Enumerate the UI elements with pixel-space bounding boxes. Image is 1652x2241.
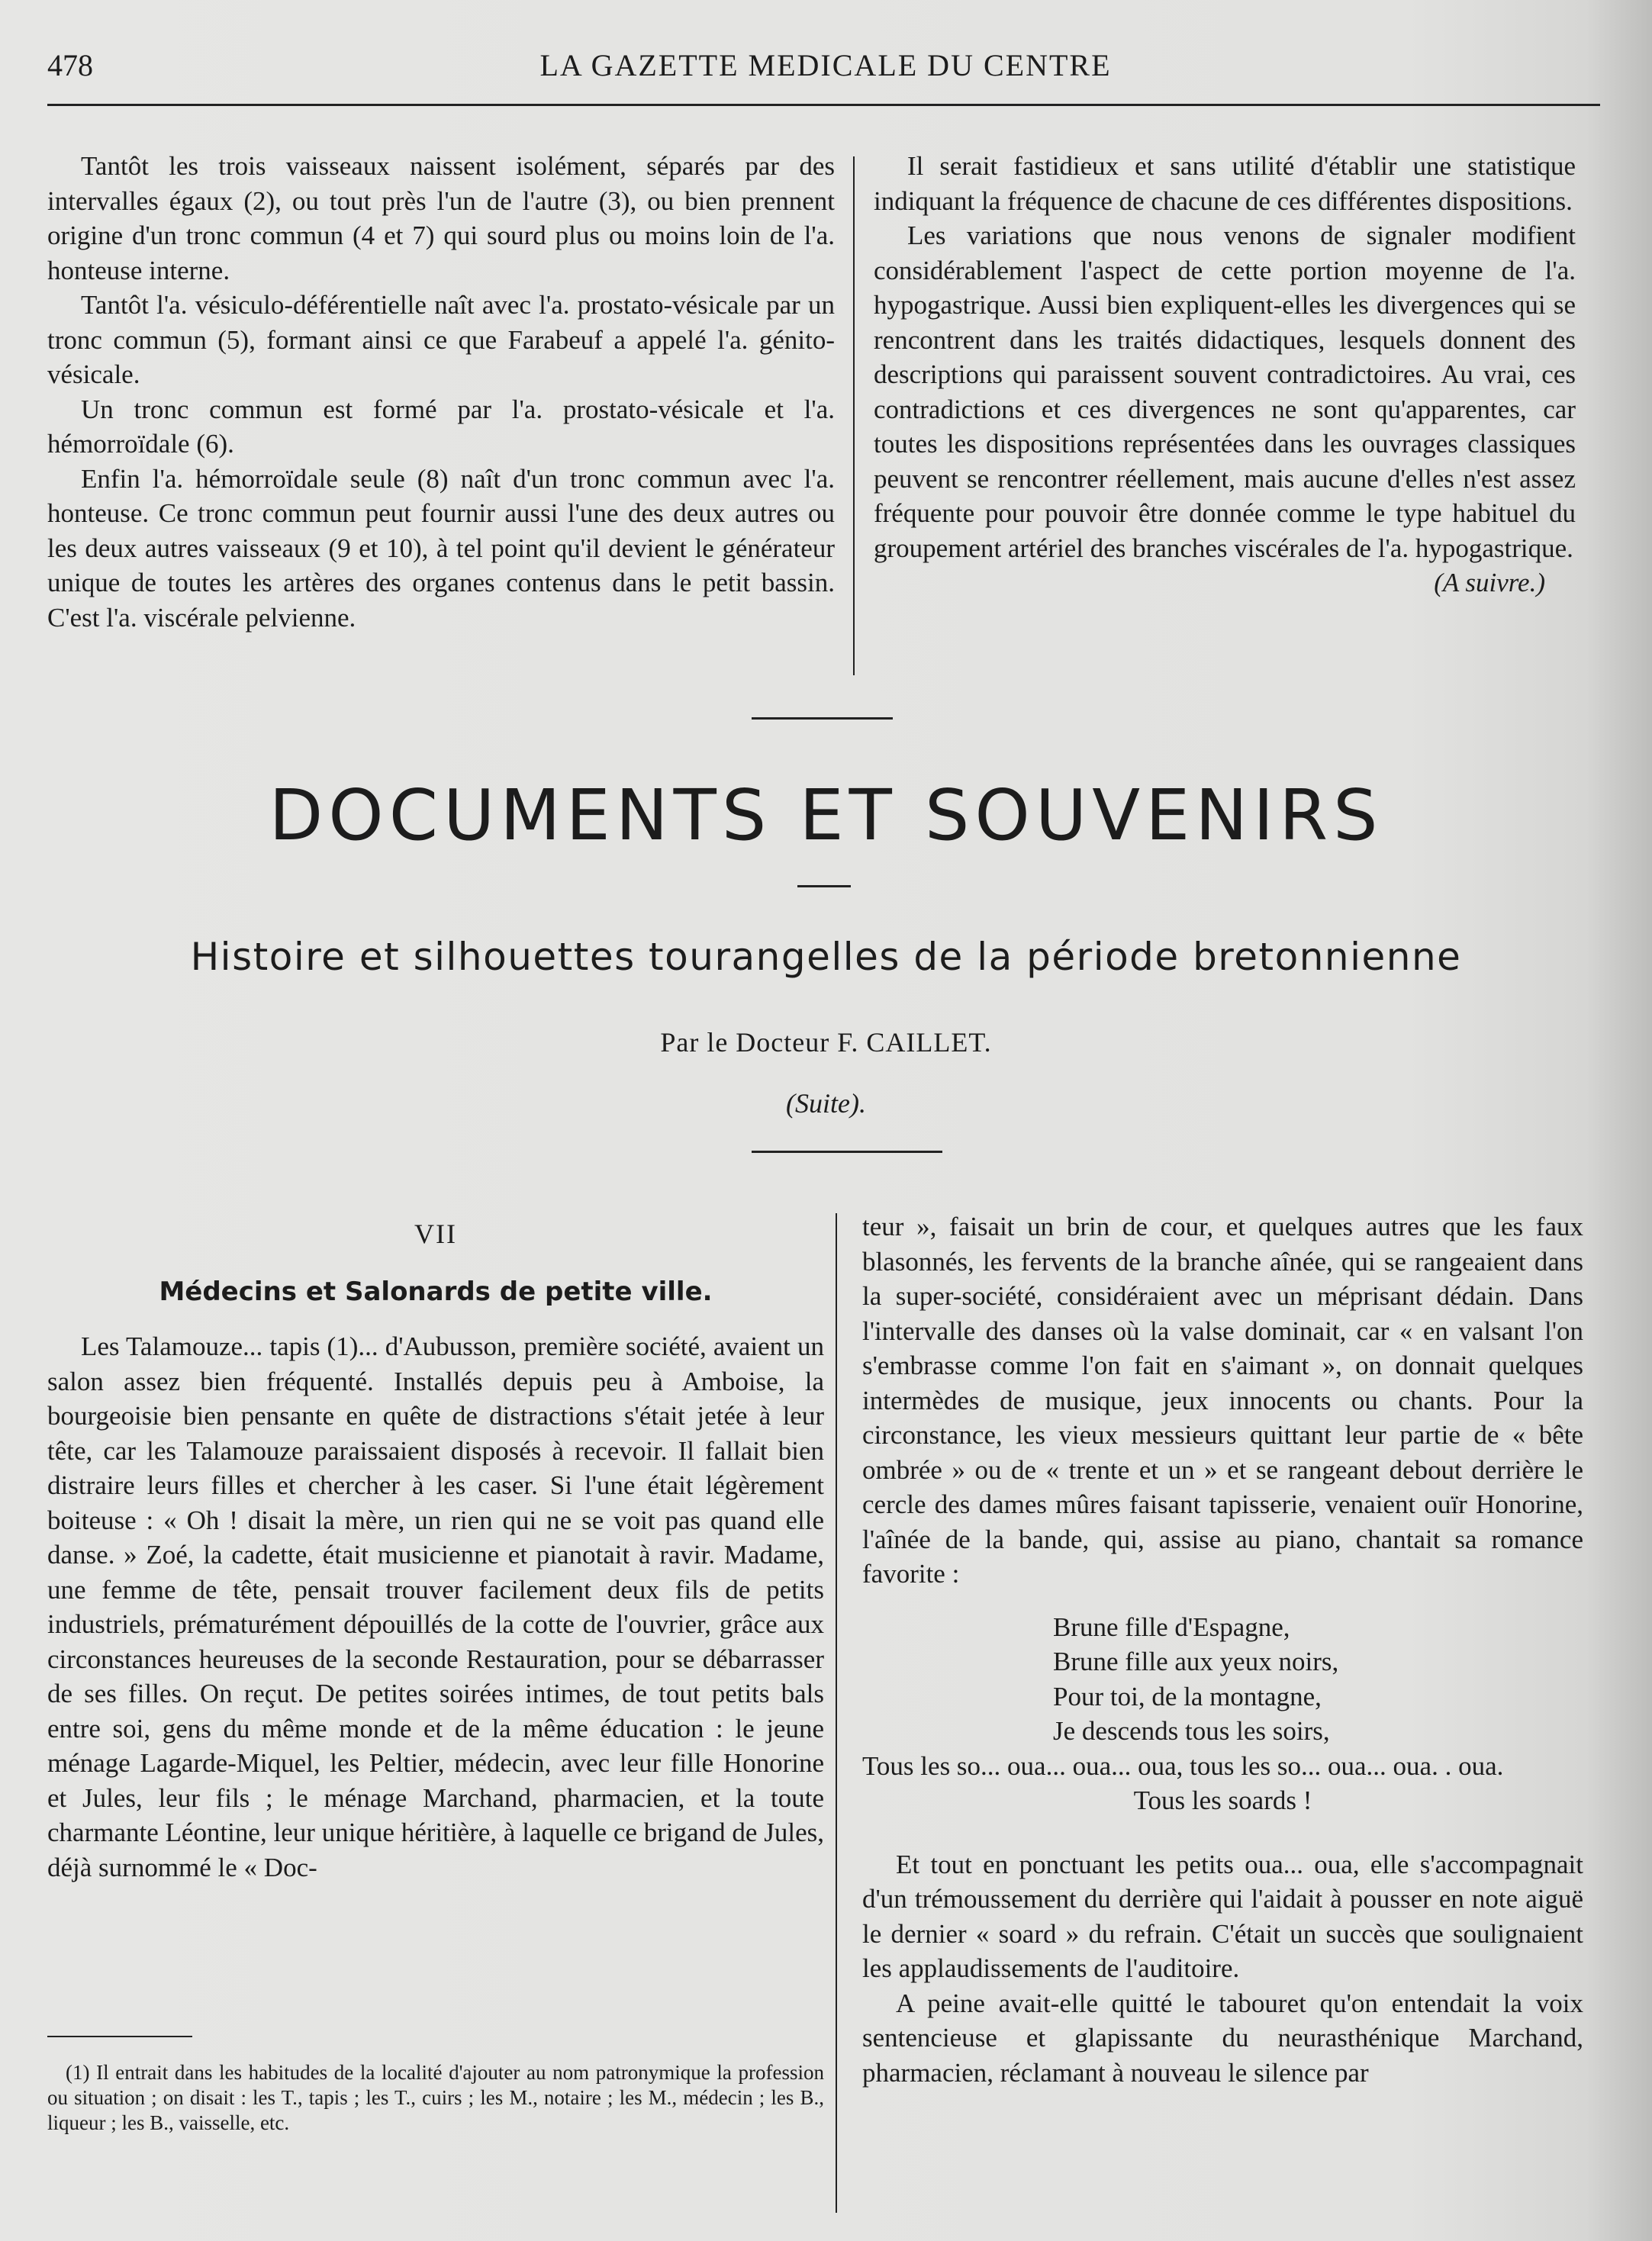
footnote bbox=[47, 2060, 824, 2136]
poem bbox=[862, 1610, 1583, 1818]
title-underline bbox=[797, 885, 851, 887]
paragraph: teur », faisait un brin de cour, et quelques autres que les faux blasonnés, les fervents de la branche aînée, qui se rangeaient dans la super-société, considéraient avec un méprisant dédain. Dans l'intervalle des danses où la valse dominait, car « en valsant l'on s'embrasse comme l'on fait en s'aimant », on donnait quelques intermèdes de musique, jeux innocents ou chants. Pour la circonstance, les vieux messieurs quittant leur partie de « bête ombrée » ou de « trente et un » et se rangeant debout derrière le cercle des dames mûres faisant tapisserie, venaient ouïr Honorine, l'aînée de la bande, qui, assise au piano, chantait sa romance favorite : bbox=[862, 1212, 1583, 1589]
header-rule bbox=[47, 104, 1600, 106]
paragraph: Il serait fastidieux et sans utilité d'établir une statistique indiquant la fréquence de chacune de ces différentes dispositions. bbox=[874, 151, 1576, 216]
running-title: LA GAZETTE MEDICALE DU CENTRE bbox=[539, 48, 1112, 82]
article-subtitle: Histoire et silhouettes tourangelles de la période bretonnienne bbox=[190, 935, 1462, 979]
author-line: Par le Docteur F. CAILLET. bbox=[660, 1027, 992, 1058]
poem-verse: Je descends tous les soirs, bbox=[1053, 1716, 1330, 1746]
poem-verse: Brune fille aux yeux noirs, bbox=[1053, 1647, 1339, 1676]
poem-verse: Pour toi, de la montagne, bbox=[1053, 1681, 1322, 1711]
to-be-continued: (A suivre.) bbox=[1434, 568, 1545, 597]
chapter-title: Médecins et Salonards de petite ville. bbox=[159, 1276, 713, 1307]
top-right-column bbox=[874, 149, 1576, 600]
poem-refrain: Tous les so... oua... oua... oua, tous les so... oua... oua. . oua. bbox=[862, 1750, 1504, 1781]
paragraph: Enfin l'a. hémorroïdale seule (8) naît d'un tronc commun avec l'a. honteuse. Ce tronc commun peut fournir aussi l'une des deux autres ou les deux autres vaisseaux (9 et 10), à tel point qu'il devient le générateur unique de toutes les artères des organes contenus dans le petit bassin. C'est l'a. viscérale pelvienne. bbox=[47, 463, 835, 633]
poem-last-line: Tous les soards ! bbox=[1133, 1785, 1312, 1815]
page-header bbox=[47, 47, 1604, 93]
paragraph: A peine avait-elle quitté le tabouret qu'on entendait la voix sentencieuse et glapissante du neurasthénique Marchand, pharmacien, réclamant à nouveau le silence par bbox=[862, 1988, 1583, 2088]
section-separator bbox=[752, 717, 893, 720]
paragraph: Et tout en ponctuant les petits oua... oua, elle s'accompagnait d'un trémoussement du derrière qui l'aidait à pousser en note aiguë le dernier « soard » du refrain. C'était un succès que soulignaient les applaudissements de l'auditoire. bbox=[862, 1849, 1583, 1983]
chapter-number: VII bbox=[414, 1219, 457, 1249]
header-separator bbox=[752, 1151, 942, 1153]
bottom-right-column bbox=[862, 1209, 1583, 2090]
paragraph: Tantôt les trois vaisseaux naissent isolément, séparés par des intervalles égaux (2), ou tout près l'un de l'autre (3), ou bien prennent origine d'un tronc commun (4 et 7) qui sourd plus ou moins loin de l'a. honteuse interne. bbox=[47, 151, 835, 285]
page-number: 478 bbox=[47, 48, 93, 82]
paragraph: Les variations que nous venons de signaler modifient considérablement l'aspect de cette portion moyenne de l'a. hypogastrique. Aussi bien expliquent-elles les divergences qui se rencontrent dans les traités didactiques, lesquels donnent des descriptions qui paraissent souvent contradictoires. Au vrai, ces contradictions et ces divergences ne sont qu'apparentes, car toutes les dispositions représentées dans les ouvrages classiques peuvent se rencontrer réellement, mais aucune d'elles n'est assez fréquente pour pouvoir être donnée comme le type habituel du groupement artériel des branches viscérales de l'a. hypogastrique. bbox=[874, 221, 1576, 563]
poem-verse: Brune fille d'Espagne, bbox=[1053, 1612, 1290, 1642]
paragraph: Les Talamouze... tapis (1)... d'Aubusson, première société, avaient un salon assez bien fréquenté. Installés depuis peu à Amboise, la bourgeoisie bien pensante en quête de distractions s'était jetée à leur tête, car les Talamouze paraissaient disposés à recevoir. Il fallait bien distraire leurs filles et chercher à les caser. Si l'une était légèrement boiteuse : « Oh ! disait la mère, un rien qui ne se voit pas quand elle danse. » Zoé, la cadette, était musicienne et pianotait à ravir. Madame, une femme de tête, pensait trouver facilement deux fils de petits industriels, prématurément dépouillés de la cotte de l'ouvrier, grâce aux circonstances heureuses de la seconde Restauration, pour se débarrasser de ses filles. On reçut. De petites soirées intimes, de tout petits bals entre soi, gens du même monde et de la même éducation : le jeune ménage Lagarde-Miquel, les Peltier, médecin, avec leur fille Honorine et Jules, leur fils ; le ménage Marchand, pharmacien, et la toute charmante Léontine, leur unique héritière, à laquelle ce brigand de Jules, déjà surnommé le « Doc- bbox=[47, 1331, 824, 1882]
column-divider bbox=[836, 1213, 837, 2213]
paragraph: Tantôt l'a. vésiculo-déférentielle naît avec l'a. prostato-vésicale par un tronc commun (5), formant ainsi ce que Farabeuf a appelé l'a. génito-vésicale. bbox=[47, 290, 835, 389]
bottom-left-column bbox=[47, 1217, 824, 1885]
section-title: DOCUMENTS ET SOUVENIRS bbox=[269, 774, 1383, 856]
footnote-rule bbox=[47, 2036, 192, 2037]
column-divider bbox=[853, 156, 855, 675]
footnote-text: (1) Il entrait dans les habitudes de la localité d'ajouter au nom patronymique la profession ou situation ; on disait : les T., tapis ; les T., cuirs ; les M., notaire ; les M., médecin ; les B., liqueur ; les B., vaisselle, etc. bbox=[47, 2061, 824, 2134]
continuation-note: (Suite). bbox=[786, 1088, 866, 1119]
top-left-column bbox=[47, 149, 835, 635]
paragraph: Un tronc commun est formé par l'a. prostato-vésicale et l'a. hémorroïdale (6). bbox=[47, 394, 835, 459]
